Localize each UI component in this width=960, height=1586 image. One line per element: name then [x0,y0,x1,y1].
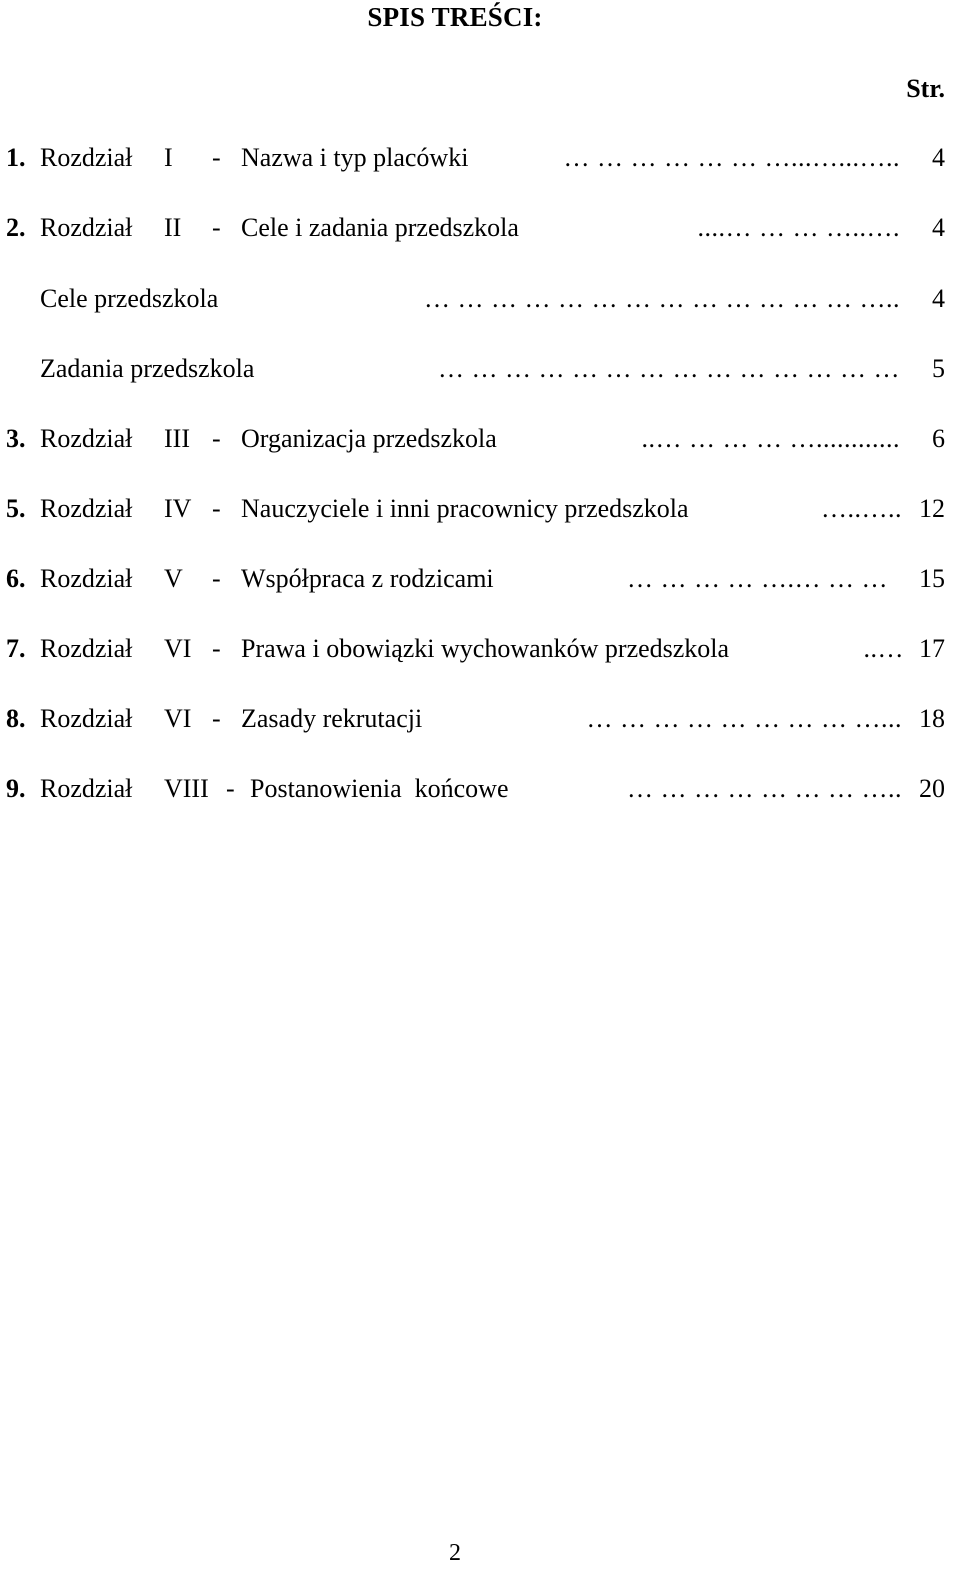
entry-number: 5. [6,494,26,523]
toc-entry[interactable] [0,213,960,249]
dot-leader: ..… [863,634,904,663]
chapter-title: Prawa i obowiązki wychowanków przedszkola [241,634,730,663]
page-number: 4 [932,213,945,242]
dot-leader: ..… … … … …............ [641,424,900,453]
entry-number: 9. [6,774,26,803]
chapter-word: Rozdział [40,143,133,172]
toc-entry[interactable] [0,424,960,460]
dot-leader: … … … … ….… … … [627,564,888,593]
entry-number: 7. [6,634,26,663]
chapter-title: Organizacja przedszkola [241,424,497,453]
page-number: 4 [932,284,945,313]
page-number: 17 [919,634,945,663]
chapter-title: Nazwa i typ placówki [241,143,469,172]
chapter-title: Współpraca z rodzicami [241,564,494,593]
chapter-title: Postanowienia końcowe [250,774,509,803]
entry-dash: - [212,634,221,663]
entry-number: 2. [6,213,26,242]
page-number: 18 [919,704,945,733]
chapter-roman: IV [164,494,192,523]
chapter-word: Rozdział [40,424,133,453]
chapter-roman: III [164,424,190,453]
section-title: Cele przedszkola [40,284,219,313]
page-number: 4 [932,143,945,172]
chapter-word: Rozdział [40,213,133,242]
page-number: 6 [932,424,945,453]
entry-number: 8. [6,704,26,733]
page-title: SPIS TREŚCI: [367,2,543,32]
dot-leader: ....… … … …..…. [697,213,900,242]
page-number: 5 [932,354,945,383]
dot-leader: … … … … … … … ….. [627,774,902,803]
toc-entry[interactable] [0,143,960,179]
entry-dash: - [212,213,221,242]
dot-leader: … … … … … … …...…...….. [563,143,900,172]
toc-entry[interactable] [0,494,960,530]
toc-subentry[interactable] [0,284,960,320]
entry-dash: - [212,143,221,172]
chapter-roman: II [164,213,182,242]
chapter-title: Cele i zadania przedszkola [241,213,519,242]
entry-number: 6. [6,564,26,593]
page-column-label: Str. [906,74,945,103]
chapter-title: Nauczyciele i inni pracownicy przedszkola [241,494,689,523]
chapter-word: Rozdział [40,634,133,663]
page-number: 12 [919,494,945,523]
entry-dash: - [226,774,235,803]
entry-dash: - [212,494,221,523]
toc-entry[interactable] [0,704,960,740]
chapter-roman: VI [164,704,192,733]
dot-leader: …..….. [821,494,902,523]
chapter-word: Rozdział [40,564,133,593]
chapter-roman: VI [164,634,192,663]
chapter-roman: I [164,143,173,172]
toc-entry[interactable] [0,564,960,600]
footer-page-number: 2 [449,1540,461,1566]
chapter-word: Rozdział [40,494,133,523]
toc-entry[interactable] [0,774,960,810]
chapter-word: Rozdział [40,774,133,803]
entry-dash: - [212,564,221,593]
page-number: 15 [919,564,945,593]
toc-entry[interactable] [0,634,960,670]
page-number: 20 [919,774,945,803]
entry-dash: - [212,704,221,733]
dot-leader: … … … … … … … … … … … … … … [438,354,900,383]
chapter-roman: V [164,564,183,593]
dot-leader: … … … … … … … … …... [586,704,902,733]
entry-number: 3. [6,424,26,453]
entry-number: 1. [6,143,26,172]
toc-subentry[interactable] [0,354,960,390]
chapter-title: Zasady rekrutacji [241,704,423,733]
entry-dash: - [212,424,221,453]
chapter-roman: VIII [164,774,209,803]
dot-leader: … … … … … … … … … … … … … ….. [424,284,900,313]
section-title: Zadania przedszkola [40,354,255,383]
chapter-word: Rozdział [40,704,133,733]
